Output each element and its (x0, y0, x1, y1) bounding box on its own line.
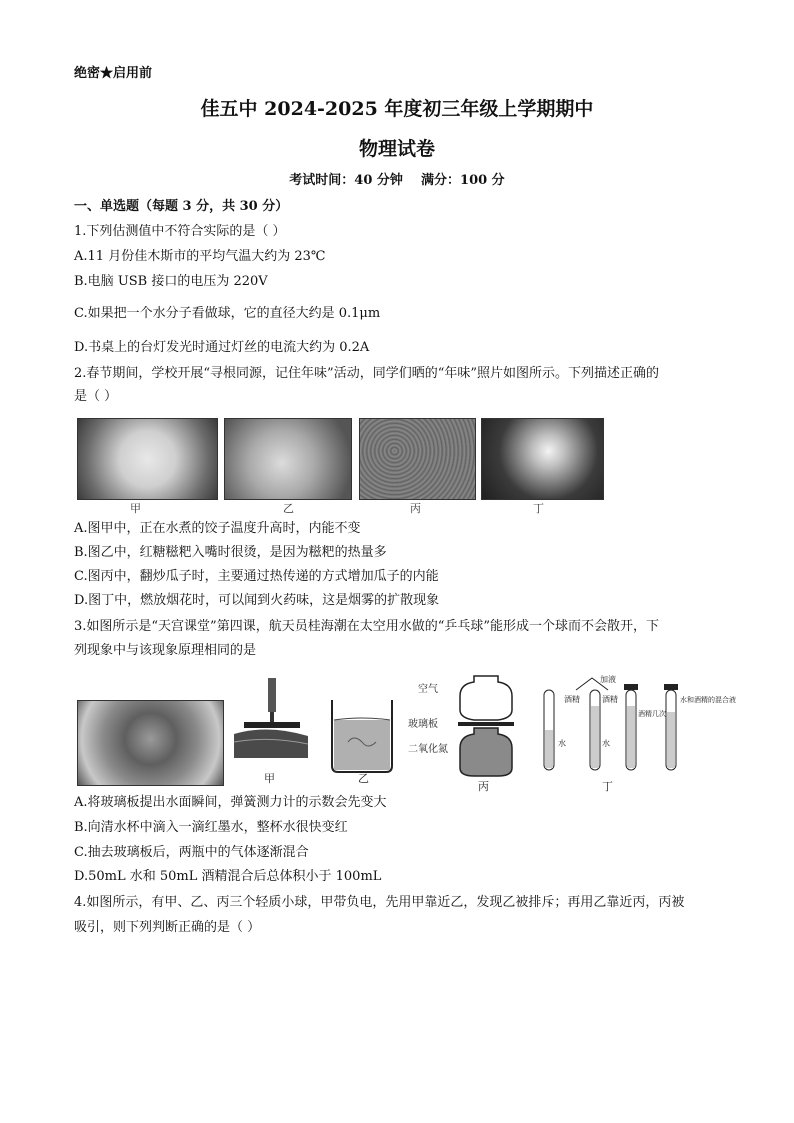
question-4-stem-line2: 吸引，则下列判断正确的是（ ） (74, 920, 261, 935)
figure-bing-two-bottles (408, 676, 514, 776)
question-3-stem-line2: 列现象中与该现象原理相同的是 (74, 643, 257, 658)
fig-caption-yi: 乙 (358, 772, 369, 785)
question-2-stem-line2: 是（ ） (74, 389, 118, 404)
photo-caption-yi: 乙 (283, 502, 294, 515)
label-alcohol-times: 酒精几次 (638, 710, 666, 718)
label-no2: 二氧化氮 (408, 744, 448, 755)
label-mixture: 水和酒精的混合液 (680, 696, 736, 704)
dumplings-photo (77, 418, 218, 500)
label-add-liquid: 加液 (600, 675, 616, 684)
q1-option-a: A.11 月份佳木斯市的平均气温大约为 23℃ (74, 249, 326, 264)
q2-option-c: C.图丙中，翻炒瓜子时，主要通过热传递的方式增加瓜子的内能 (74, 569, 439, 584)
fig-caption-bing: 丙 (478, 780, 489, 793)
figure-yi-beaker (332, 700, 392, 772)
label-glass-plate: 玻璃板 (408, 719, 438, 730)
q1-option-b: B.电脑 USB 接口的电压为 220V (74, 274, 268, 289)
label-water-1: 水 (558, 739, 566, 748)
question-1-stem: 1.下列估测值中不符合实际的是（ ） (74, 224, 286, 239)
page-title: 佳五中 2024-2025 年度初三年级上学期期中 (200, 98, 594, 120)
figure-ding-test-tubes (544, 674, 736, 770)
q2-option-d: D.图丁中，燃放烟花时，可以闻到火药味，这是烟雾的扩散现象 (74, 593, 440, 608)
section-title: 一、单选题（每题 3 分，共 30 分） (74, 199, 289, 214)
ciba-photo (224, 418, 352, 500)
q1-option-d: D.书桌上的台灯发光时通过灯丝的电流大约为 0.2A (74, 340, 370, 355)
tiangong-classroom-photo (77, 700, 224, 786)
subject-title: 物理试卷 (358, 138, 435, 160)
photo-caption-bing: 丙 (410, 502, 421, 515)
label-air: 空气 (418, 684, 438, 695)
label-alcohol-2: 酒精 (602, 695, 618, 704)
q1-option-c: C.如果把一个水分子看做球，它的直径大约是 0.1μm (74, 306, 381, 321)
q3-experiment-figure (228, 672, 736, 793)
q3-option-d: D.50mL 水和 50mL 酒精混合后总体积小于 100mL (74, 869, 382, 884)
question-3-stem-line1: 3.如图所示是“天宫课堂”第四课，航天员桂海潮在太空用水做的“乒乓球”能形成一个球而不会散开，下 (74, 619, 659, 634)
figure-jia-glass-plate (234, 678, 308, 758)
q2-option-a: A.图甲中，正在水煮的饺子温度升高时，内能不变 (74, 521, 361, 536)
q3-option-c: C.抽去玻璃板后，两瓶中的气体逐渐混合 (74, 845, 309, 860)
secret-label: 绝密★启用前 (74, 66, 153, 81)
label-alcohol-1: 酒精 (564, 695, 580, 704)
fireworks-photo (481, 418, 604, 500)
fig-caption-ding: 丁 (602, 780, 613, 793)
question-2-stem-line1: 2.春节期间，学校开展“寻根同源，记住年味”活动，同学们晒的“年味”照片如图所示。下列描述正确的 (74, 366, 659, 381)
melon-seeds-photo (359, 418, 476, 500)
photo-caption-ding: 丁 (533, 502, 544, 515)
photo-caption-jia: 甲 (130, 502, 141, 515)
question-4-stem-line1: 4.如图所示，有甲、乙、丙三个轻质小球，甲带负电，先用甲靠近乙，发现乙被排斥；再用乙靠近丙，丙被 (74, 895, 685, 910)
q2-option-b: B.图乙中，红糖糍粑入嘴时很烫，是因为糍粑的热量多 (74, 545, 387, 560)
exam-info: 考试时间：40 分钟 满分：100 分 (289, 173, 505, 188)
label-water-2: 水 (602, 739, 610, 748)
fig-caption-jia: 甲 (264, 772, 275, 785)
q3-option-b: B.向清水杯中滴入一滴红墨水，整杯水很快变红 (74, 820, 348, 835)
q3-option-a: A.将玻璃板提出水面瞬间，弹簧测力计的示数会先变大 (74, 795, 387, 810)
